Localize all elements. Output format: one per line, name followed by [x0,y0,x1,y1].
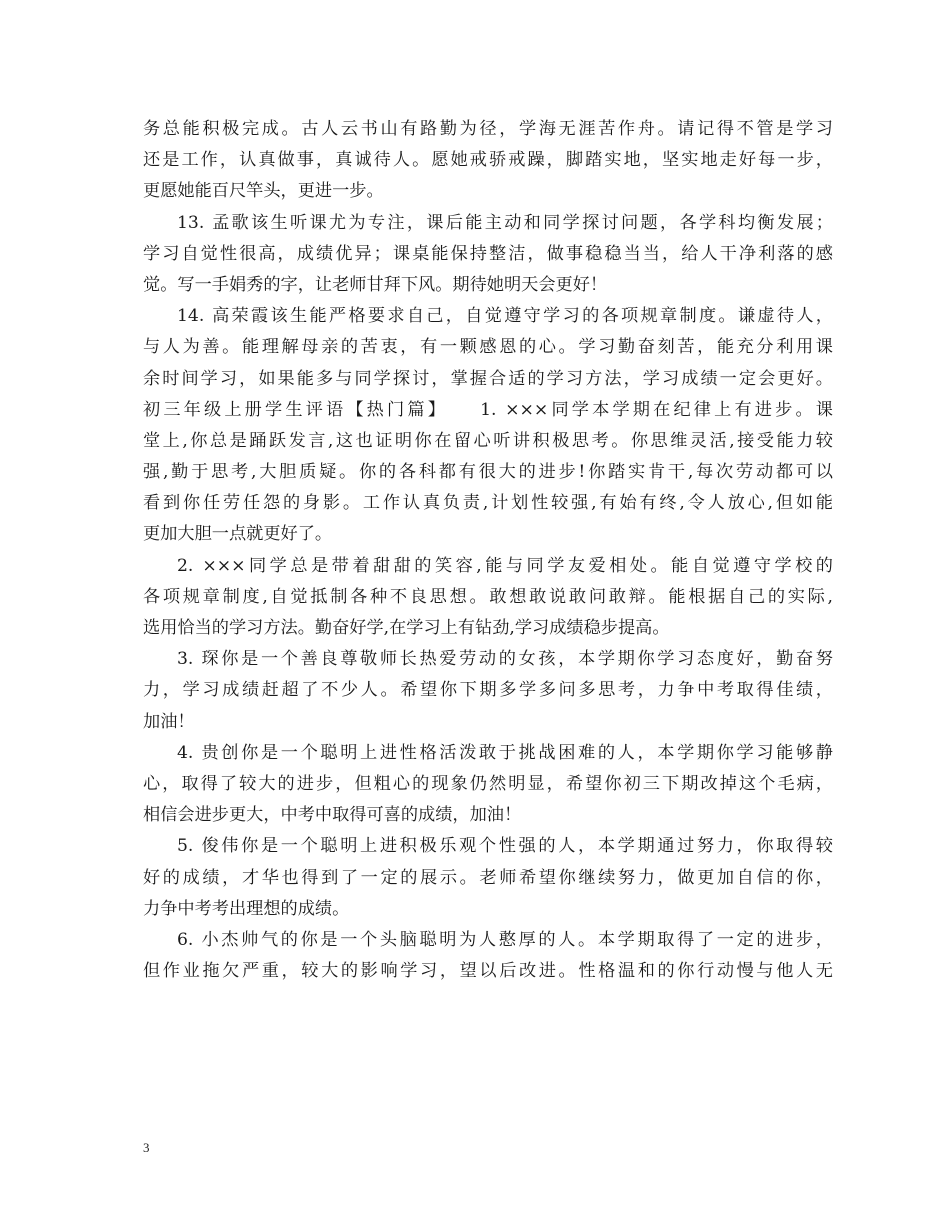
text-line: 心，取得了较大的进步，但粗心的现象仍然明显，希望你初三下期改掉这个毛病， [143,773,833,794]
text-line: 看到你任劳任怨的身影。工作认真负责,计划性较强,有始有终,令人放心,但如能 [143,493,833,514]
text-line: 5. 俊伟你是一个聪明上进积极乐观个性强的人，本学期通过努力，你取得较 [177,836,833,857]
text-line: 余时间学习，如果能多与同学探讨，掌握合适的学习方法，学习成绩一定会更好。 [143,368,833,389]
text-line: 更愿她能百尺竿头，更进一步。 [143,181,384,202]
text-line: 但作业拖欠严重，较大的影响学习，望以后改进。性格温和的你行动慢与他人无 [143,961,833,982]
text-line: 与人为善。能理解母亲的苦衷，有一颗感恩的心。学习勤奋刻苦，能充分利用课 [143,337,833,358]
body-text [143,114,833,987]
page-number: 3 [143,1140,150,1155]
text-line: 14. 高荣霞该生能严格要求自己，自觉遵守学习的各项规章制度。谦虚待人， [177,306,833,327]
text-line: 强,勤于思考,大胆质疑。你的各科都有很大的进步!你踏实肯干,每次劳动都可以 [143,462,833,483]
text-line: 各项规章制度,自觉抵制各种不良思想。敢想敢说敢问敢辩。能根据自己的实际, [143,586,833,607]
text-line: 13. 孟歌该生听课尤为专注，课后能主动和同学探讨问题，各学科均衡发展； [177,212,833,233]
text-line: 觉。写一手娟秀的字，让老师甘拜下风。期待她明天会更好！ [143,274,608,295]
text-line: 堂上,你总是踊跃发言,这也证明你在留心听讲积极思考。你思维灵活,接受能力较 [143,430,833,451]
text-line: 好的成绩，才华也得到了一定的展示。老师希望你继续努力，做更加自信的你， [143,867,833,888]
text-line: 力争中考考出理想的成绩。 [143,898,350,919]
text-line: 2. ×××同学总是带着甜甜的笑容,能与同学友爱相处。能自觉遵守学校的 [177,555,833,576]
text-line: 学习自觉性很高，成绩优异；课桌能保持整洁，做事稳稳当当，给人干净利落的感 [143,243,833,264]
text-line: 加油！ [143,711,195,732]
text-line: 力，学习成绩赶超了不少人。希望你下期多学多问多思考，力争中考取得佳绩， [143,680,833,701]
text-line: 3. 琛你是一个善良尊敬师长热爱劳动的女孩，本学期你学习态度好，勤奋努 [177,649,833,670]
text-line: 6. 小杰帅气的你是一个头脑聪明为人憨厚的人。本学期取得了一定的进步， [177,929,833,950]
text-line: 相信会进步更大，中考中取得可喜的成绩，加油！ [143,805,522,826]
text-line: 选用恰当的学习方法。勤奋好学,在学习上有钻劲,学习成绩稳步提高。 [143,618,670,638]
text-line: 更加大胆一点就更好了。 [143,524,333,545]
text-line: 还是工作，认真做事，真诚待人。愿她戒骄戒躁，脚踏实地，坚实地走好每一步， [143,150,833,171]
text-line: 初三年级上册学生评语【热门篇】 1. ×××同学本学期在纪律上有进步。课 [143,399,833,420]
text-line: 务总能积极完成。古人云书山有路勤为径，学海无涯苦作舟。请记得不管是学习 [143,119,833,139]
text-line: 4. 贵创你是一个聪明上进性格活泼敢于挑战困难的人，本学期你学习能够静 [177,742,833,763]
